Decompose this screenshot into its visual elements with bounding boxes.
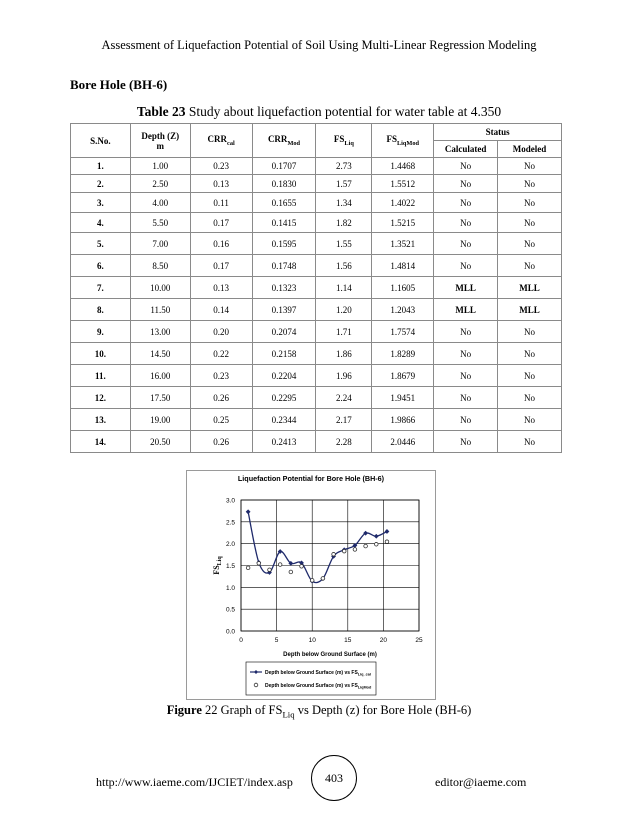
table-cell-sno: 3. xyxy=(71,193,131,213)
table-cell-sno: 13. xyxy=(71,409,131,431)
table-cell-crr-cal: 0.13 xyxy=(190,175,252,193)
table-cell-fs-liq: 1.34 xyxy=(316,193,372,213)
table-cell-crr-mod: 0.2413 xyxy=(252,431,316,453)
table-cell-sno: 7. xyxy=(71,277,131,299)
series-fs-liqmod-point xyxy=(385,540,389,544)
table-cell-fs-liqmod: 1.1605 xyxy=(372,277,434,299)
table-cell-crr-mod: 0.1595 xyxy=(252,233,316,255)
table-cell-depth: 16.00 xyxy=(130,365,190,387)
table-cell-depth: 11.50 xyxy=(130,299,190,321)
table-row xyxy=(71,343,562,365)
series-fs-liqmod-point xyxy=(257,561,261,565)
liquefaction-table xyxy=(70,123,562,453)
table-cell-crr-cal: 0.26 xyxy=(190,387,252,409)
table-cell-crr-cal: 0.17 xyxy=(190,255,252,277)
header-status: Status xyxy=(434,124,562,141)
table-caption-text: Study about liquefaction potential for water table at 4.350 xyxy=(185,104,502,119)
table-cell-modeled: No xyxy=(498,409,562,431)
table-cell-depth: 2.50 xyxy=(130,175,190,193)
table-cell-calculated: No xyxy=(434,387,498,409)
series-fs-liqmod-point xyxy=(364,544,368,548)
footer-url-link[interactable]: http://www.iaeme.com/IJCIET/index.asp xyxy=(96,775,293,789)
header-fs-liqmod: $FS_{LiqMod}$ xyxy=(372,124,434,158)
table-cell-sno: 12. xyxy=(71,387,131,409)
table-cell-sno: 9. xyxy=(71,321,131,343)
table-cell-calculated: No xyxy=(434,343,498,365)
table-cell-fs-liq: 1.82 xyxy=(316,213,372,233)
y-tick-label: 0.0 xyxy=(225,628,235,636)
header-crr-mod: $CRR_{Mod}$ xyxy=(252,124,316,158)
chart-title: Liquefaction Potential for Bore Hole (BH-6) xyxy=(237,474,385,483)
table-cell-fs-liqmod: 2.0446 xyxy=(372,431,434,453)
series-fs-liqmod-point xyxy=(321,577,325,581)
table-row xyxy=(71,431,562,453)
table-cell-crr-cal: 0.22 xyxy=(190,343,252,365)
table-cell-fs-liq: 1.20 xyxy=(316,299,372,321)
table-cell-calculated: No xyxy=(434,431,498,453)
x-axis-label: Depth below Ground Surface (m) xyxy=(283,652,377,658)
table-cell-fs-liq: 1.86 xyxy=(316,343,372,365)
table-cell-crr-cal: 0.13 xyxy=(190,277,252,299)
table-cell-modeled: MLL xyxy=(498,277,562,299)
figure-caption: Figure 22 Graph of $FS_{Liq}$ vs Depth (z) for Bore Hole (BH-6) xyxy=(166,703,472,720)
table-cell-modeled: No xyxy=(498,213,562,233)
table-cell-depth: 17.50 xyxy=(130,387,190,409)
table-cell-crr-cal: 0.26 xyxy=(190,431,252,453)
table-cell-fs-liq: 1.71 xyxy=(316,321,372,343)
series-fs-liqmod-point xyxy=(374,542,378,546)
table-cell-sno: 8. xyxy=(71,299,131,321)
table-cell-fs-liqmod: 1.8679 xyxy=(372,365,434,387)
fs-liq-chart xyxy=(186,470,436,700)
table-cell-crr-cal: 0.11 xyxy=(190,193,252,213)
y-tick-label: 2.5 xyxy=(225,519,235,527)
y-tick-label: 2.0 xyxy=(225,541,235,549)
table-cell-crr-mod: 0.2344 xyxy=(252,409,316,431)
table-cell-depth: 4.00 xyxy=(130,193,190,213)
header-fs-liq: $FS_{Liq}$ xyxy=(316,124,372,158)
table-cell-modeled: No xyxy=(498,431,562,453)
x-tick-label: 5 xyxy=(274,637,279,644)
series-fs-liqmod-point xyxy=(278,563,282,567)
table-cell-crr-mod: 0.2158 xyxy=(252,343,316,365)
table-cell-calculated: MLL xyxy=(434,277,498,299)
table-row xyxy=(71,213,562,233)
table-cell-fs-liq: 2.24 xyxy=(316,387,372,409)
series-fs-liqmod-point xyxy=(268,568,272,572)
table-cell-calculated: MLL xyxy=(434,299,498,321)
table-cell-calculated: No xyxy=(434,193,498,213)
table-row xyxy=(71,321,562,343)
table-cell-crr-cal: 0.17 xyxy=(190,213,252,233)
table-row xyxy=(71,175,562,193)
table-cell-calculated: No xyxy=(434,175,498,193)
table-cell-fs-liq: 1.14 xyxy=(316,277,372,299)
table-row xyxy=(71,255,562,277)
table-cell-depth: 14.50 xyxy=(130,343,190,365)
table-cell-calculated: No xyxy=(434,255,498,277)
legend-box xyxy=(246,662,376,695)
table-cell-modeled: No xyxy=(498,193,562,213)
table-cell-modeled: No xyxy=(498,387,562,409)
table-cell-sno: 4. xyxy=(71,213,131,233)
table-cell-crr-mod: 0.2204 xyxy=(252,365,316,387)
table-cell-crr-mod: 0.2295 xyxy=(252,387,316,409)
figure-label: Figure xyxy=(166,703,202,717)
table-cell-fs-liqmod: 1.4468 xyxy=(372,158,434,175)
table-cell-fs-liqmod: 1.4814 xyxy=(372,255,434,277)
table-cell-sno: 14. xyxy=(71,431,131,453)
table-cell-crr-cal: 0.23 xyxy=(190,158,252,175)
table-cell-fs-liq: 1.96 xyxy=(316,365,372,387)
table-cell-fs-liq: 1.56 xyxy=(316,255,372,277)
y-tick-label: 1.5 xyxy=(225,563,235,570)
series-fs-liqmod-point xyxy=(300,565,304,569)
table-cell-fs-liq: 2.28 xyxy=(316,431,372,453)
section-title: Bore Hole (BH-6) xyxy=(70,77,168,92)
table-cell-fs-liqmod: 1.5215 xyxy=(372,213,434,233)
table-cell-modeled: MLL xyxy=(498,299,562,321)
y-tick-label: 1.0 xyxy=(225,584,235,592)
series-fs-liqmod-point xyxy=(289,570,293,574)
table-cell-calculated: No xyxy=(434,158,498,175)
table-cell-depth: 20.50 xyxy=(130,431,190,453)
table-row xyxy=(71,193,562,213)
table-cell-fs-liqmod: 1.2043 xyxy=(372,299,434,321)
header-crr-cal: $CRR_{cal}$ xyxy=(190,124,252,158)
table-cell-fs-liqmod: 1.4022 xyxy=(372,193,434,213)
x-tick-label: 0 xyxy=(239,637,243,644)
table-cell-fs-liqmod: 1.8289 xyxy=(372,343,434,365)
table-cell-depth: 7.00 xyxy=(130,233,190,255)
table-cell-crr-mod: 0.1748 xyxy=(252,255,316,277)
table-cell-modeled: No xyxy=(498,365,562,387)
table-cell-depth: 5.50 xyxy=(130,213,190,233)
table-row xyxy=(71,299,562,321)
table-cell-modeled: No xyxy=(498,321,562,343)
header-sno: S.No. xyxy=(71,124,131,158)
x-tick-label: 15 xyxy=(344,637,352,644)
table-cell-calculated: No xyxy=(434,213,498,233)
x-tick-label: 20 xyxy=(379,637,388,644)
table-cell-crr-mod: 0.1655 xyxy=(252,193,316,213)
table-cell-crr-cal: 0.16 xyxy=(190,233,252,255)
footer-email-link[interactable]: editor@iaeme.com xyxy=(435,775,527,789)
table-cell-modeled: No xyxy=(498,158,562,175)
legend-label-mod: Depth below Ground Surface (m) vs $FS_{LiqMod}$ xyxy=(265,683,372,690)
table-cell-fs-liqmod: 1.3521 xyxy=(372,233,434,255)
table-cell-depth: 1.00 xyxy=(130,158,190,175)
table-cell-fs-liqmod: 1.7574 xyxy=(372,321,434,343)
header-modeled: Modeled xyxy=(498,141,562,158)
running-head: Assessment of Liquefaction Potential of Soil Using Multi-Linear Regression Modeling xyxy=(101,38,537,52)
table-row xyxy=(71,277,562,299)
legend-label-cal: Depth below Ground Surface (m) vs $FS_{Liq\_cal}$ xyxy=(265,670,371,677)
table-cell-fs-liq: 2.17 xyxy=(316,409,372,431)
table-cell-modeled: No xyxy=(498,255,562,277)
table-cell-crr-mod: 0.1830 xyxy=(252,175,316,193)
table-cell-fs-liqmod: 1.9866 xyxy=(372,409,434,431)
table-row xyxy=(71,387,562,409)
table-cell-crr-cal: 0.14 xyxy=(190,299,252,321)
header-depth: Depth (Z) m xyxy=(130,124,190,158)
table-row xyxy=(71,158,562,175)
y-tick-label: 0.5 xyxy=(225,606,235,614)
table-cell-crr-mod: 0.1707 xyxy=(252,158,316,175)
table-cell-crr-mod: 0.1323 xyxy=(252,277,316,299)
table-cell-crr-cal: 0.25 xyxy=(190,409,252,431)
table-cell-crr-cal: 0.20 xyxy=(190,321,252,343)
table-cell-calculated: No xyxy=(434,321,498,343)
table-cell-fs-liq: 1.55 xyxy=(316,233,372,255)
table-cell-depth: 19.00 xyxy=(130,409,190,431)
legend-marker-mod xyxy=(254,683,258,687)
x-tick-label: 10 xyxy=(308,637,316,644)
page-number: 403 xyxy=(311,755,357,801)
table-cell-fs-liq: 2.73 xyxy=(316,158,372,175)
table-cell-sno: 10. xyxy=(71,343,131,365)
table-cell-depth: 10.00 xyxy=(130,277,190,299)
table-cell-calculated: No xyxy=(434,409,498,431)
series-fs-liqmod-point xyxy=(246,566,250,570)
table-cell-modeled: No xyxy=(498,343,562,365)
table-cell-calculated: No xyxy=(434,365,498,387)
y-axis-label: $FS_{Liq}$ xyxy=(212,556,223,575)
table-cell-modeled: No xyxy=(498,175,562,193)
table-caption xyxy=(0,104,638,120)
table-cell-crr-mod: 0.1397 xyxy=(252,299,316,321)
table-cell-fs-liqmod: 1.9451 xyxy=(372,387,434,409)
series-fs-liqmod-point xyxy=(342,549,346,553)
table-cell-crr-mod: 0.2074 xyxy=(252,321,316,343)
table-cell-sno: 1. xyxy=(71,158,131,175)
table-row xyxy=(71,409,562,431)
series-fs-liqmod-point xyxy=(310,579,314,583)
x-tick-label: 25 xyxy=(415,637,423,644)
series-fs-liqmod-point xyxy=(332,552,336,556)
table-row xyxy=(71,365,562,387)
table-row xyxy=(71,233,562,255)
table-cell-crr-mod: 0.1415 xyxy=(252,213,316,233)
table-cell-sno: 5. xyxy=(71,233,131,255)
header-calculated: Calculated xyxy=(434,141,498,158)
table-cell-sno: 2. xyxy=(71,175,131,193)
y-tick-label: 3.0 xyxy=(225,497,235,505)
series-fs-liqmod-point xyxy=(353,548,357,552)
table-cell-fs-liq: 1.57 xyxy=(316,175,372,193)
table-cell-crr-cal: 0.23 xyxy=(190,365,252,387)
table-cell-depth: 8.50 xyxy=(130,255,190,277)
table-cell-sno: 11. xyxy=(71,365,131,387)
table-cell-modeled: No xyxy=(498,233,562,255)
table-cell-sno: 6. xyxy=(71,255,131,277)
table-caption-label: Table 23 xyxy=(136,104,186,119)
table-cell-calculated: No xyxy=(434,233,498,255)
table-cell-depth: 13.00 xyxy=(130,321,190,343)
table-cell-fs-liqmod: 1.5512 xyxy=(372,175,434,193)
